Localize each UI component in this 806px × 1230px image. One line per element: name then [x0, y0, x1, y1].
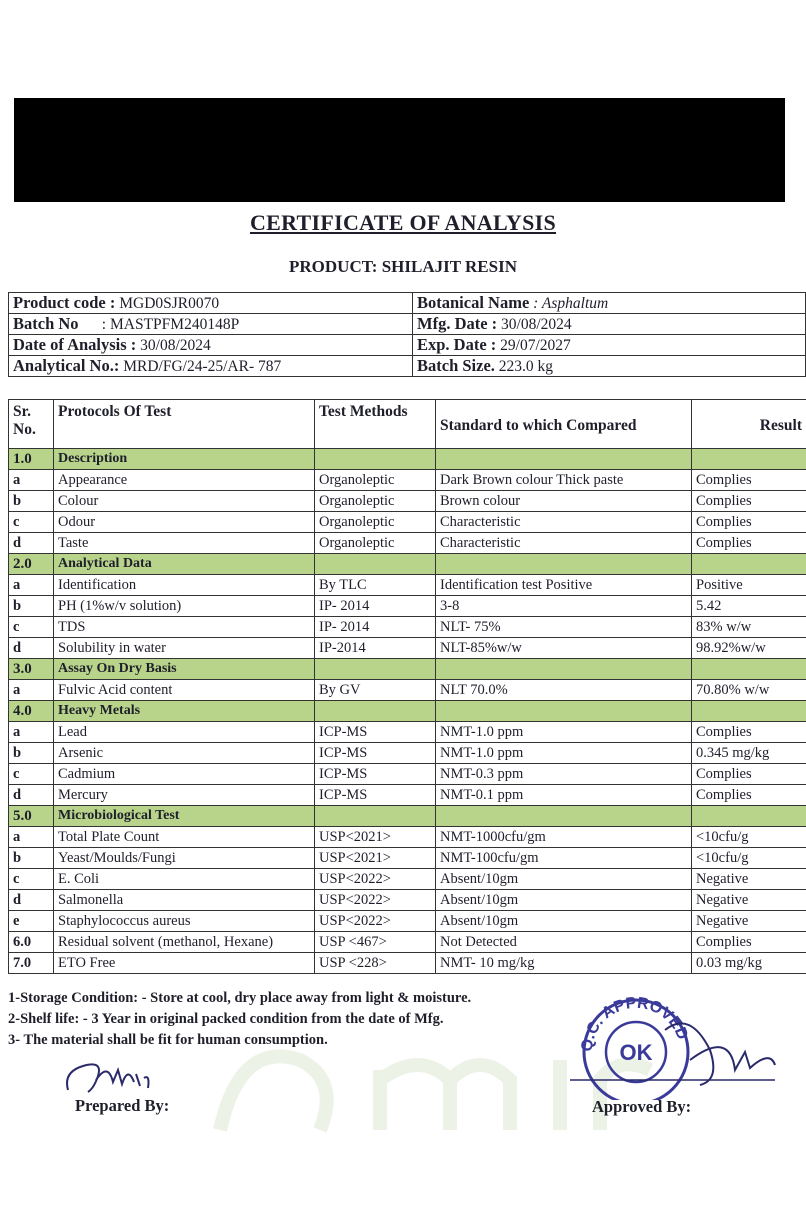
cell-standard: NLT 70.0% — [436, 680, 692, 701]
cell-test-method: By GV — [315, 680, 436, 701]
cell-test-method: ICP-MS — [315, 764, 436, 785]
table-row — [9, 890, 806, 911]
section-row — [9, 806, 806, 827]
cell-test-method — [315, 806, 436, 827]
cell-sr-no: a — [9, 680, 54, 701]
batch-size-value: 223.0 kg — [498, 358, 554, 375]
cell-test-method: USP<2021> — [315, 848, 436, 869]
cell-result — [692, 449, 806, 470]
stamp-ok-text: OK — [619, 1040, 653, 1065]
cell-result — [692, 554, 806, 575]
cell-test-method — [315, 449, 436, 470]
cell-protocol: Staphylococcus aureus — [54, 911, 315, 932]
botanical-name-cell — [413, 293, 806, 314]
batch-no-cell — [9, 314, 413, 335]
cell-test-method — [315, 659, 436, 680]
mfg-date-value: 30/08/2024 — [501, 316, 572, 333]
table-row — [9, 617, 806, 638]
date-of-analysis-value: 30/08/2024 — [140, 337, 211, 354]
date-of-analysis-label: Date of Analysis : — [13, 335, 137, 354]
cell-test-method — [315, 701, 436, 722]
cell-result: Complies — [692, 785, 806, 806]
table-row — [9, 869, 806, 890]
product-code-label: Product code : — [13, 293, 116, 312]
cell-result: Negative — [692, 890, 806, 911]
cell-sr-no: b — [9, 743, 54, 764]
product-code-value: MGD0SJR0070 — [119, 295, 220, 312]
cell-sr-no: 2.0 — [9, 554, 54, 575]
table-row — [9, 764, 806, 785]
cell-protocol: Residual solvent (methanol, Hexane) — [54, 932, 315, 953]
certificate-title: CERTIFICATE OF ANALYSIS — [249, 210, 557, 235]
cell-protocol: Assay On Dry Basis — [54, 659, 315, 680]
redacted-header-block — [14, 98, 785, 202]
table-row — [9, 680, 806, 701]
cell-sr-no: c — [9, 764, 54, 785]
header-result: Result — [692, 400, 806, 449]
table-row — [9, 911, 806, 932]
cell-protocol: Salmonella — [54, 890, 315, 911]
cell-standard: Characteristic — [436, 512, 692, 533]
cell-standard: NLT-85%w/w — [436, 638, 692, 659]
cell-result: Complies — [692, 512, 806, 533]
cell-result: 0.345 mg/kg — [692, 743, 806, 764]
cell-result: Positive — [692, 575, 806, 596]
cell-standard: NMT-1.0 ppm — [436, 743, 692, 764]
cell-sr-no: d — [9, 785, 54, 806]
cell-test-method: USP<2021> — [315, 827, 436, 848]
cell-sr-no: 6.0 — [9, 932, 54, 953]
cell-standard — [436, 659, 692, 680]
cell-test-method: USP<2022> — [315, 869, 436, 890]
batch-no-value: : MASTPFM240148P — [101, 316, 240, 333]
cell-sr-no: b — [9, 491, 54, 512]
cell-standard: Absent/10gm — [436, 890, 692, 911]
cell-sr-no: c — [9, 869, 54, 890]
cell-sr-no: e — [9, 911, 54, 932]
section-row — [9, 554, 806, 575]
cell-standard: Dark Brown colour Thick paste — [436, 470, 692, 491]
cell-sr-no: c — [9, 512, 54, 533]
botanical-name-value: : Asphaltum — [533, 295, 609, 312]
mfg-date-label: Mfg. Date : — [417, 314, 498, 333]
cell-result — [692, 701, 806, 722]
cell-standard: Not Detected — [436, 932, 692, 953]
cell-test-method: Organoleptic — [315, 491, 436, 512]
cell-standard: NMT-1.0 ppm — [436, 722, 692, 743]
analytical-no-value: MRD/FG/24-25/AR- 787 — [123, 358, 282, 375]
cell-result: <10cfu/g — [692, 827, 806, 848]
product-info-grid — [8, 292, 806, 377]
product-code-cell — [9, 293, 413, 314]
consumption-note: 3- The material shall be fit for human consumption. — [8, 1032, 328, 1048]
cell-result: Negative — [692, 869, 806, 890]
table-row — [9, 512, 806, 533]
cell-sr-no: b — [9, 848, 54, 869]
cell-sr-no: 1.0 — [9, 449, 54, 470]
cell-protocol: ETO Free — [54, 953, 315, 974]
header-sr-no: Sr. No. — [9, 400, 54, 449]
cell-standard: NMT-0.1 ppm — [436, 785, 692, 806]
header-test-method: Test Methods — [315, 400, 436, 449]
cell-protocol: Cadmium — [54, 764, 315, 785]
cell-standard — [436, 449, 692, 470]
date-of-analysis-cell — [9, 335, 413, 356]
cell-standard: NLT- 75% — [436, 617, 692, 638]
cell-protocol: PH (1%w/v solution) — [54, 596, 315, 617]
cell-result: Complies — [692, 470, 806, 491]
table-row — [9, 722, 806, 743]
header-standard: Standard to which Compared — [436, 400, 692, 449]
cell-sr-no: d — [9, 533, 54, 554]
cell-result — [692, 806, 806, 827]
analytical-no-cell — [9, 356, 413, 377]
cell-standard: Characteristic — [436, 533, 692, 554]
cell-result: 83% w/w — [692, 617, 806, 638]
table-row — [9, 575, 806, 596]
cell-sr-no: a — [9, 722, 54, 743]
table-row — [9, 785, 806, 806]
cell-sr-no: a — [9, 575, 54, 596]
cell-standard: NMT-100cfu/gm — [436, 848, 692, 869]
cell-test-method: Organoleptic — [315, 470, 436, 491]
cell-result: 98.92%w/w — [692, 638, 806, 659]
cell-test-method: USP <228> — [315, 953, 436, 974]
table-row — [9, 470, 806, 491]
cell-protocol: Heavy Metals — [54, 701, 315, 722]
cell-sr-no: a — [9, 827, 54, 848]
cell-protocol: Total Plate Count — [54, 827, 315, 848]
table-row — [9, 953, 806, 974]
cell-protocol: Identification — [54, 575, 315, 596]
cell-protocol: Analytical Data — [54, 554, 315, 575]
cell-protocol: Taste — [54, 533, 315, 554]
batch-no-label: Batch No — [13, 314, 79, 333]
cell-result: Complies — [692, 764, 806, 785]
cell-standard: NMT-0.3 ppm — [436, 764, 692, 785]
cell-protocol: Solubility in water — [54, 638, 315, 659]
shelf-life-note: 2-Shelf life: - 3 Year in original packed condition from the date of Mfg. — [8, 1011, 444, 1027]
stamp-ring-text: Q.C. APPROVED — [578, 994, 691, 1053]
storage-note: 1-Storage Condition: - Store at cool, dry place away from light & moisture. — [8, 990, 472, 1006]
table-row — [9, 638, 806, 659]
cell-result: Complies — [692, 932, 806, 953]
cell-protocol: Fulvic Acid content — [54, 680, 315, 701]
cell-result — [692, 659, 806, 680]
cell-standard: Absent/10gm — [436, 869, 692, 890]
exp-date-cell — [413, 335, 806, 356]
cell-test-method: USP <467> — [315, 932, 436, 953]
section-row — [9, 701, 806, 722]
cell-protocol: Lead — [54, 722, 315, 743]
table-header-row — [9, 400, 806, 449]
table-row — [9, 533, 806, 554]
cell-standard: 3-8 — [436, 596, 692, 617]
cell-result: 70.80% w/w — [692, 680, 806, 701]
cell-sr-no: 7.0 — [9, 953, 54, 974]
cell-protocol: Microbiological Test — [54, 806, 315, 827]
cell-test-method — [315, 554, 436, 575]
cell-sr-no: d — [9, 638, 54, 659]
batch-size-cell — [413, 356, 806, 377]
preparer-signature — [58, 1052, 168, 1102]
cell-protocol: Description — [54, 449, 315, 470]
table-row — [9, 932, 806, 953]
cell-standard — [436, 806, 692, 827]
cell-result: 5.42 — [692, 596, 806, 617]
batch-size-label: Batch Size. — [417, 356, 495, 375]
table-row — [9, 491, 806, 512]
cell-test-method: ICP-MS — [315, 785, 436, 806]
cell-test-method: By TLC — [315, 575, 436, 596]
cell-result: Complies — [692, 491, 806, 512]
cell-standard — [436, 554, 692, 575]
cell-standard: NMT- 10 mg/kg — [436, 953, 692, 974]
exp-date-label: Exp. Date : — [417, 335, 497, 354]
cell-protocol: Mercury — [54, 785, 315, 806]
qc-approved-stamp — [570, 990, 780, 1100]
cell-test-method: IP-2014 — [315, 638, 436, 659]
table-row — [9, 596, 806, 617]
cell-test-method: USP<2022> — [315, 890, 436, 911]
cell-sr-no: 5.0 — [9, 806, 54, 827]
cell-protocol: Odour — [54, 512, 315, 533]
cell-sr-no: 4.0 — [9, 701, 54, 722]
cell-protocol: Yeast/Moulds/Fungi — [54, 848, 315, 869]
approved-by-label: Approved By: — [592, 1097, 692, 1116]
mfg-date-cell — [413, 314, 806, 335]
cell-standard: Brown colour — [436, 491, 692, 512]
cell-result: <10cfu/g — [692, 848, 806, 869]
product-title: PRODUCT: SHILAJIT RESIN — [289, 257, 517, 276]
cell-test-method: IP- 2014 — [315, 617, 436, 638]
cell-test-method: IP- 2014 — [315, 596, 436, 617]
cell-sr-no: c — [9, 617, 54, 638]
cell-sr-no: 3.0 — [9, 659, 54, 680]
cell-test-method: Organoleptic — [315, 512, 436, 533]
cell-sr-no: b — [9, 596, 54, 617]
cell-standard: Identification test Positive — [436, 575, 692, 596]
cell-standard — [436, 701, 692, 722]
cell-result: Complies — [692, 533, 806, 554]
table-row — [9, 827, 806, 848]
botanical-name-label: Botanical Name — [417, 293, 530, 312]
cell-standard: NMT-1000cfu/gm — [436, 827, 692, 848]
exp-date-value: 29/07/2027 — [500, 337, 571, 354]
table-body — [9, 449, 806, 974]
cell-protocol: TDS — [54, 617, 315, 638]
cell-protocol: Appearance — [54, 470, 315, 491]
table-row — [9, 743, 806, 764]
cell-result: 0.03 mg/kg — [692, 953, 806, 974]
table-row — [9, 848, 806, 869]
cell-test-method: Organoleptic — [315, 533, 436, 554]
cell-sr-no: d — [9, 890, 54, 911]
header-protocol: Protocols Of Test — [54, 400, 315, 449]
cell-result: Negative — [692, 911, 806, 932]
cell-sr-no: a — [9, 470, 54, 491]
cell-test-method: USP<2022> — [315, 911, 436, 932]
section-row — [9, 659, 806, 680]
cell-protocol: Arsenic — [54, 743, 315, 764]
section-row — [9, 449, 806, 470]
cell-protocol: E. Coli — [54, 869, 315, 890]
analysis-table — [8, 399, 806, 974]
cell-test-method: ICP-MS — [315, 722, 436, 743]
analytical-no-label: Analytical No.: — [13, 356, 120, 375]
cell-protocol: Colour — [54, 491, 315, 512]
cell-standard: Absent/10gm — [436, 911, 692, 932]
prepared-by-label: Prepared By: — [75, 1096, 170, 1115]
cell-result: Complies — [692, 722, 806, 743]
cell-test-method: ICP-MS — [315, 743, 436, 764]
